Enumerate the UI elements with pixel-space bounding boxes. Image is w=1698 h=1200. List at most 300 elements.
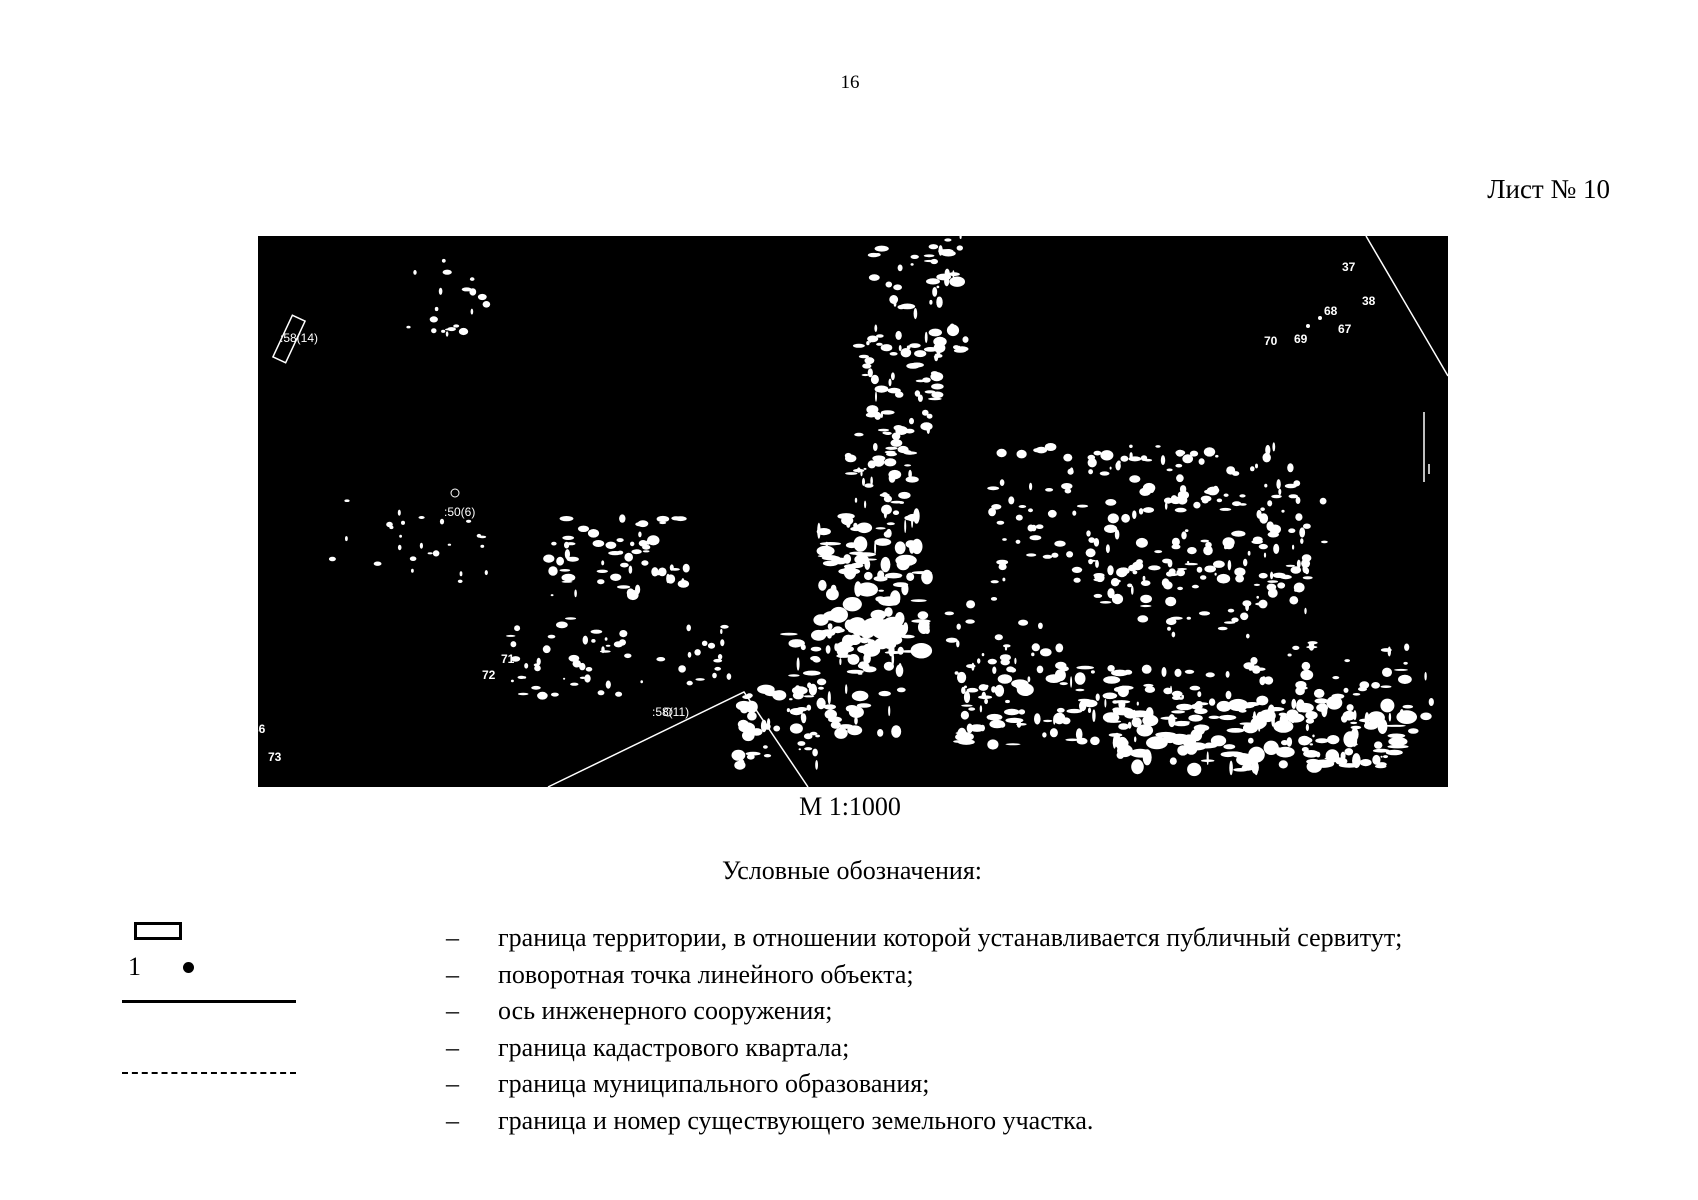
vegetation-blob [1381, 756, 1383, 758]
vegetation-blob [881, 505, 892, 515]
vegetation-blob [839, 658, 841, 665]
vegetation-blob [855, 498, 857, 503]
vegetation-blob [518, 693, 529, 696]
vegetation-blob [1185, 670, 1194, 674]
legend-dash: – [446, 1069, 459, 1098]
vegetation-blob [1170, 757, 1177, 764]
vegetation-blob [801, 713, 806, 723]
vegetation-blob [864, 572, 873, 580]
vegetation-blob [893, 510, 899, 515]
vegetation-blob [1167, 627, 1171, 631]
vegetation-blob [718, 654, 722, 660]
vegetation-blob [1281, 510, 1284, 513]
vegetation-blob [543, 645, 551, 653]
vegetation-blob [447, 327, 456, 331]
vegetation-blob [1226, 671, 1230, 678]
vegetation-blob [882, 626, 889, 638]
vegetation-blob [531, 686, 541, 690]
vegetation-blob [483, 301, 491, 308]
vegetation-blob [747, 754, 755, 759]
vegetation-blob [598, 690, 605, 695]
vegetation-blob [1074, 578, 1081, 583]
vegetation-blob [995, 685, 1004, 697]
vegetation-blob [597, 570, 608, 573]
vegetation-blob [406, 326, 410, 329]
vegetation-blob [389, 526, 393, 529]
vegetation-blob [938, 249, 953, 253]
vegetation-blob [1296, 497, 1301, 504]
vegetation-blob [1204, 566, 1216, 573]
vegetation-blob [828, 691, 831, 704]
vegetation-blob [720, 625, 728, 629]
vegetation-blob [551, 542, 556, 546]
vegetation-blob [876, 343, 883, 346]
vegetation-blob [893, 582, 908, 587]
vegetation-blob [761, 720, 767, 732]
vegetation-blob [863, 666, 877, 672]
vegetation-blob [1175, 669, 1182, 677]
vegetation-blob [1121, 514, 1130, 523]
vegetation-blob [849, 706, 864, 718]
vegetation-blob [1289, 494, 1299, 498]
vegetation-blob [865, 357, 875, 364]
vegetation-blob [895, 555, 916, 566]
vegetation-blob [514, 625, 520, 631]
vegetation-blob [1177, 587, 1183, 590]
vegetation-blob [738, 759, 744, 767]
vegetation-blob [1176, 474, 1184, 482]
vegetation-blob [556, 622, 568, 629]
vegetation-blob [963, 336, 969, 343]
vegetation-blob [1250, 466, 1255, 471]
vegetation-blob [931, 371, 938, 375]
vegetation-blob [329, 557, 336, 562]
vegetation-blob [1104, 525, 1117, 533]
vegetation-blob [910, 363, 924, 368]
vegetation-blob [401, 521, 405, 525]
vegetation-blob [999, 563, 1006, 569]
vegetation-blob [687, 681, 693, 686]
vegetation-blob [874, 538, 891, 546]
vegetation-blob [410, 556, 417, 561]
vegetation-blob [824, 704, 836, 709]
vegetation-blob [1053, 716, 1055, 725]
vegetation-blob [826, 645, 831, 654]
vegetation-blob [1005, 700, 1010, 703]
vegetation-blob [477, 534, 482, 538]
vegetation-blob [1175, 464, 1182, 468]
vegetation-blob [635, 585, 640, 595]
vegetation-blob [1224, 621, 1235, 624]
vegetation-blob [877, 729, 883, 737]
vegetation-blob [1315, 698, 1329, 703]
vegetation-blob [1394, 669, 1408, 671]
legend-rectangle-icon [134, 922, 182, 940]
vegetation-blob [1321, 541, 1328, 544]
vegetation-blob [1015, 681, 1023, 689]
vegetation-blob [720, 639, 724, 646]
vegetation-blob [1209, 716, 1220, 719]
legend-dashed-line-icon [122, 1072, 296, 1074]
vegetation-blob [988, 508, 996, 517]
vegetation-blob [843, 613, 845, 620]
point-label-73: 73 [268, 750, 282, 764]
vegetation-blob [1263, 453, 1271, 463]
vegetation-blob [1185, 529, 1189, 532]
vegetation-blob [1255, 603, 1266, 606]
vegetation-blob [1359, 719, 1371, 723]
vegetation-blob [694, 649, 700, 655]
vegetation-blob [1057, 708, 1065, 713]
vegetation-blob [428, 552, 433, 554]
vegetation-blob [1103, 693, 1118, 700]
vegetation-blob [875, 386, 889, 393]
vegetation-blob [1107, 588, 1114, 598]
vegetation-blob [708, 643, 715, 649]
vegetation-blob [793, 691, 804, 699]
legend-item [446, 957, 1402, 994]
vegetation-blob [1281, 740, 1288, 745]
point-marker-69 [1306, 324, 1310, 328]
vegetation-blob [1048, 510, 1057, 518]
vegetation-blob [1155, 445, 1160, 448]
parcel-label-58-11: :58(11) [652, 705, 690, 719]
point-label-38: 38 [1362, 294, 1376, 308]
vegetation-blob [666, 574, 670, 584]
vegetation-blob [837, 513, 854, 519]
vegetation-blob [804, 747, 812, 750]
vegetation-blob [966, 600, 975, 608]
vegetation-blob [859, 355, 869, 359]
vegetation-blob [1168, 559, 1173, 567]
vegetation-blob [702, 641, 708, 646]
vegetation-blob [1287, 463, 1293, 472]
vegetation-blob [485, 570, 488, 575]
vegetation-blob [1271, 715, 1275, 727]
vegetation-blob [1191, 704, 1203, 710]
vegetation-blob [848, 654, 860, 665]
vegetation-blob [878, 429, 889, 432]
vegetation-blob [937, 286, 940, 289]
vegetation-blob [915, 390, 920, 396]
vegetation-blob [1163, 733, 1177, 743]
vegetation-blob [678, 580, 689, 588]
vegetation-blob [466, 520, 471, 523]
vegetation-blob [443, 270, 452, 275]
vegetation-blob [597, 579, 604, 584]
vegetation-blob [1215, 573, 1217, 576]
vegetation-blob [551, 594, 554, 596]
parcel-label-50-6: :50(6) [444, 505, 476, 519]
vegetation-blob [875, 596, 885, 602]
vegetation-blob [924, 260, 935, 262]
vegetation-blob [799, 748, 801, 750]
vegetation-blob [1148, 565, 1160, 570]
vegetation-blob [1173, 721, 1189, 726]
vegetation-blob [471, 309, 474, 315]
vegetation-blob [1166, 618, 1177, 625]
vegetation-blob [1344, 659, 1350, 662]
vegetation-blob [1140, 595, 1152, 603]
vegetation-blob [968, 707, 975, 710]
legend-solid-line-icon [122, 1000, 296, 1003]
vegetation-blob [1217, 499, 1222, 503]
vegetation-blob [1203, 546, 1213, 555]
vegetation-blob [1314, 689, 1325, 698]
vegetation-blob [605, 637, 608, 641]
vegetation-blob [1239, 494, 1245, 497]
vegetation-blob [906, 573, 914, 581]
vegetation-blob [642, 545, 650, 550]
vegetation-blob [1424, 672, 1426, 681]
vegetation-blob [949, 324, 956, 335]
vegetation-blob [1182, 454, 1193, 463]
vegetation-blob [1029, 483, 1032, 491]
vegetation-blob [883, 640, 896, 649]
vegetation-blob [882, 432, 888, 435]
vegetation-blob [1121, 456, 1129, 462]
vegetation-blob [439, 288, 443, 295]
legend-dash: – [446, 1032, 459, 1062]
vegetation-blob [1176, 704, 1193, 711]
vegetation-blob [845, 684, 847, 694]
vegetation-blob [1177, 568, 1187, 570]
vegetation-blob [562, 581, 573, 583]
vegetation-blob [889, 379, 892, 387]
vegetation-blob [944, 276, 949, 286]
vegetation-blob [780, 633, 798, 636]
point-label-67: 67 [1338, 322, 1352, 336]
vegetation-blob [610, 574, 621, 581]
vegetation-blob [1191, 729, 1203, 741]
vegetation-blob [911, 599, 927, 602]
vegetation-blob [899, 345, 902, 351]
vegetation-blob [398, 510, 401, 516]
vegetation-blob [1017, 450, 1027, 459]
vegetation-blob [818, 687, 824, 690]
vegetation-blob [1408, 728, 1419, 734]
vegetation-blob [900, 635, 915, 639]
map-scale: М 1:1000 [799, 792, 901, 821]
vegetation-blob [901, 348, 912, 357]
vegetation-blob [1088, 469, 1093, 474]
vegetation-blob [659, 522, 666, 524]
vegetation-blob [588, 529, 599, 538]
vegetation-blob [912, 571, 932, 574]
vegetation-blob [686, 625, 691, 632]
vegetation-blob [1217, 574, 1230, 584]
vegetation-blob [820, 542, 841, 545]
vegetation-blob [904, 464, 911, 466]
vegetation-blob [905, 429, 915, 434]
vegetation-blob [1371, 682, 1380, 689]
vegetation-blob [641, 560, 648, 565]
vegetation-blob [875, 391, 877, 401]
vegetation-blob [1132, 561, 1143, 570]
vegetation-blob [864, 468, 867, 470]
vegetation-blob [1187, 617, 1191, 620]
vegetation-blob [1008, 496, 1014, 504]
vegetation-blob [847, 670, 864, 674]
vegetation-blob [1316, 752, 1320, 758]
vegetation-blob [1420, 713, 1431, 721]
vegetation-blob [827, 632, 832, 638]
vegetation-blob [1068, 469, 1074, 475]
vegetation-blob [997, 521, 1005, 525]
vegetation-blob [944, 238, 951, 241]
vegetation-blob [804, 695, 815, 697]
vegetation-blob [989, 720, 1004, 728]
vegetation-blob [874, 325, 877, 332]
vegetation-blob [442, 259, 446, 263]
vegetation-blob [1389, 713, 1391, 722]
vegetation-blob [834, 728, 847, 739]
vegetation-blob [877, 570, 884, 579]
vegetation-blob [866, 341, 869, 345]
vegetation-blob [862, 646, 868, 649]
vegetation-blob [1181, 531, 1186, 539]
vegetation-blob [1306, 759, 1320, 764]
vegetation-blob [534, 663, 540, 666]
vegetation-blob [1180, 485, 1186, 493]
vegetation-blob [1302, 662, 1311, 670]
vegetation-blob [1373, 749, 1390, 753]
vegetation-blob [888, 618, 897, 630]
vegetation-blob [967, 688, 979, 693]
legend-item-text: ось инженерного сооружения; [498, 996, 833, 1025]
vegetation-blob [1320, 498, 1327, 505]
vegetation-blob [1295, 513, 1302, 521]
legend-item-text: граница и номер существующего земельного участка. [498, 1105, 1094, 1135]
vegetation-blob [1141, 580, 1151, 586]
vegetation-blob [1382, 668, 1392, 677]
vegetation-blob [853, 469, 864, 472]
vegetation-blob [1037, 666, 1044, 674]
parcel-marker-50-6 [451, 489, 459, 497]
vegetation-blob [1383, 755, 1388, 758]
vegetation-blob [1060, 666, 1069, 671]
legend-item [446, 920, 1402, 957]
point-label-37: 37 [1342, 260, 1356, 274]
vegetation-blob [458, 580, 463, 583]
vegetation-blob [1332, 694, 1345, 699]
vegetation-blob [399, 535, 402, 538]
vegetation-blob [843, 597, 862, 611]
vegetation-blob [511, 680, 514, 683]
vegetation-blob [1100, 471, 1110, 475]
vegetation-blob [903, 622, 908, 633]
vegetation-blob [789, 698, 793, 700]
vegetation-blob [849, 552, 864, 555]
vegetation-blob [922, 410, 929, 416]
vegetation-blob [1292, 545, 1294, 550]
vegetation-blob [1289, 596, 1298, 604]
vegetation-blob [446, 331, 449, 336]
vegetation-blob [911, 263, 914, 266]
vegetation-blob [1310, 743, 1313, 745]
vegetation-blob [573, 660, 582, 668]
vegetation-blob [1100, 450, 1113, 460]
vegetation-blob [904, 451, 918, 454]
vegetation-blob [720, 629, 722, 634]
vegetation-blob [956, 732, 970, 734]
vegetation-blob [1107, 665, 1114, 672]
vegetation-blob [1262, 676, 1266, 681]
legend-title: Условные обозначения: [721, 856, 983, 885]
vegetation-blob [732, 750, 746, 761]
vegetation-blob [1003, 644, 1011, 647]
vegetation-blob [809, 684, 817, 696]
vegetation-blob [1335, 758, 1347, 765]
vegetation-blob [678, 665, 686, 672]
vegetation-blob [988, 659, 997, 665]
vegetation-blob [1213, 561, 1225, 568]
vegetation-blob [891, 725, 901, 738]
vegetation-blob [895, 331, 901, 340]
vegetation-blob [1187, 547, 1197, 554]
vegetation-blob [1171, 495, 1178, 503]
vegetation-blob [918, 611, 929, 619]
vegetation-blob [1118, 723, 1129, 730]
vegetation-blob [1172, 696, 1181, 700]
vegetation-blob [909, 418, 914, 424]
vegetation-blob [920, 422, 932, 430]
vegetation-blob [879, 691, 891, 696]
vegetation-blob [1143, 483, 1155, 493]
vegetation-blob [1114, 687, 1123, 692]
vegetation-blob [1175, 508, 1187, 513]
vegetation-blob [506, 635, 516, 637]
vegetation-blob [647, 535, 659, 545]
vegetation-blob [957, 728, 967, 741]
vegetation-blob [817, 546, 835, 556]
vegetation-blob [619, 514, 625, 522]
vegetation-blob [921, 620, 930, 628]
vegetation-blob [586, 667, 593, 672]
vegetation-blob [430, 316, 438, 322]
vegetation-blob [714, 667, 721, 671]
vegetation-blob [1207, 751, 1209, 765]
vegetation-blob [1300, 538, 1303, 544]
vegetation-noise [329, 234, 1434, 776]
vegetation-blob [570, 683, 578, 686]
vegetation-blob [1031, 653, 1034, 657]
vegetation-blob [1353, 693, 1361, 696]
vegetation-blob [345, 536, 348, 541]
vegetation-blob [653, 571, 662, 575]
vegetation-blob [643, 550, 650, 552]
vegetation-blob [624, 553, 633, 562]
vegetation-blob [1076, 666, 1094, 670]
vegetation-blob [1090, 737, 1100, 746]
vegetation-blob [845, 620, 853, 631]
vegetation-blob [1276, 747, 1295, 758]
vegetation-blob [936, 297, 942, 308]
vegetation-blob [1088, 458, 1097, 467]
vegetation-blob [565, 617, 576, 620]
vegetation-blob [995, 634, 1003, 640]
vegetation-blob [925, 332, 928, 343]
vegetation-blob [1028, 525, 1035, 532]
vegetation-blob [931, 384, 944, 390]
vegetation-blob [831, 628, 845, 633]
vegetation-blob [638, 520, 649, 527]
vegetation-blob [1185, 563, 1198, 565]
vegetation-blob [987, 486, 999, 490]
vegetation-blob [1281, 699, 1286, 704]
vegetation-blob [871, 375, 879, 384]
vegetation-blob [914, 350, 926, 357]
